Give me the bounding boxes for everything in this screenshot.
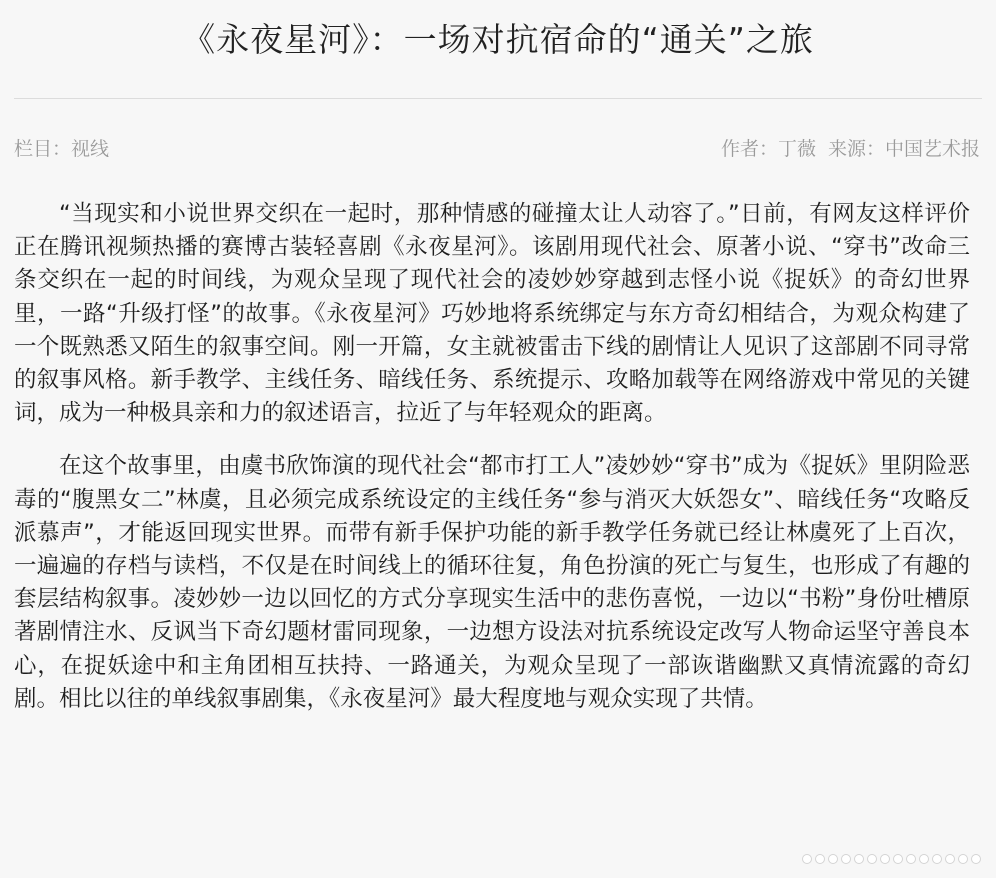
watermark-dot (867, 854, 877, 864)
author-value: 丁薇 (777, 138, 816, 160)
article-title: 《永夜星河》：一场对抗宿命的“通关”之旅 (182, 20, 814, 59)
paragraph-1: “当现实和小说世界交织在一起时，那种情感的碰撞太让人动容了。”日前，有网友这样评价正在腾讯视频热播的赛博古装轻喜剧《永夜星河》。该剧用现代社会、原著小说、“穿书”改命三条交织在一起的时间线，为观众呈现了现代社会的凌妙妙穿越到志怪小说《捉妖》的奇幻世界里，一路“升级打怪”的故事。《永夜星河》巧妙地将系统绑定与东方奇幻相结合，为观众构建了一个既熟悉又陌生的叙事空间。刚一开篇，女主就被雷击下线的剧情让人见识了这部剧不同寻常的叙事风格。新手教学、主线任务、暗线任务、系统提示、攻略加载等在网络游戏中常见的关键词，成为一种极具亲和力的叙述语言，拉近了与年轻观众的距离。 (14, 201, 970, 427)
watermark-dot (815, 854, 825, 864)
watermark-dot (802, 854, 812, 864)
column-info (14, 134, 109, 164)
title-divider (14, 98, 982, 99)
watermark-dot (932, 854, 942, 864)
source-label: 来源： (827, 138, 885, 160)
watermark-dot (906, 854, 916, 864)
watermark-dot (971, 854, 981, 864)
watermark-dot (841, 854, 851, 864)
watermark-dot (893, 854, 903, 864)
watermark-dot (880, 854, 890, 864)
article-body (14, 198, 970, 736)
column-value: 视线 (71, 138, 110, 160)
column-label: 栏目： (14, 138, 72, 160)
paragraph-2: 在这个故事里，由虞书欣饰演的现代社会“都市打工人”凌妙妙“穿书”成为《捉妖》里阴险恶毒的“腹黑女二”林虞，且必须完成系统设定的主线任务“参与消灭大妖怨女”、暗线任务“攻略反派慕声”，才能返回现实世界。而带有新手保护功能的新手教学任务就已经让林虞死了上百次，一遍遍的存档与读档，不仅是在时间线上的循环往复，角色扮演的死亡与复生，也形成了有趣的套层结构叙事。凌妙妙一边以回忆的方式分享现实生活中的悲伤喜悦，一边以“书粉”身份吐槽原著剧情注水、反讽当下奇幻题材雷同现象，一边想方设法对抗系统设定改写人物命运坚守善良本心，在捉妖途中和主角团相互扶持、一路通关，为观众呈现了一部诙谐幽默又真情流露的奇幻剧。相比以往的单线叙事剧集，《永夜星河》最大程度地与观众实现了共情。 (14, 453, 970, 712)
watermark-dot (828, 854, 838, 864)
author-label: 作者： (720, 138, 778, 160)
watermark-dot (854, 854, 864, 864)
article-meta (14, 134, 980, 164)
source-value: 中国艺术报 (884, 138, 980, 160)
watermark-dot (919, 854, 929, 864)
watermark-dot (945, 854, 955, 864)
watermark-dot (958, 854, 968, 864)
watermark-dots (802, 848, 986, 870)
byline (721, 134, 980, 164)
